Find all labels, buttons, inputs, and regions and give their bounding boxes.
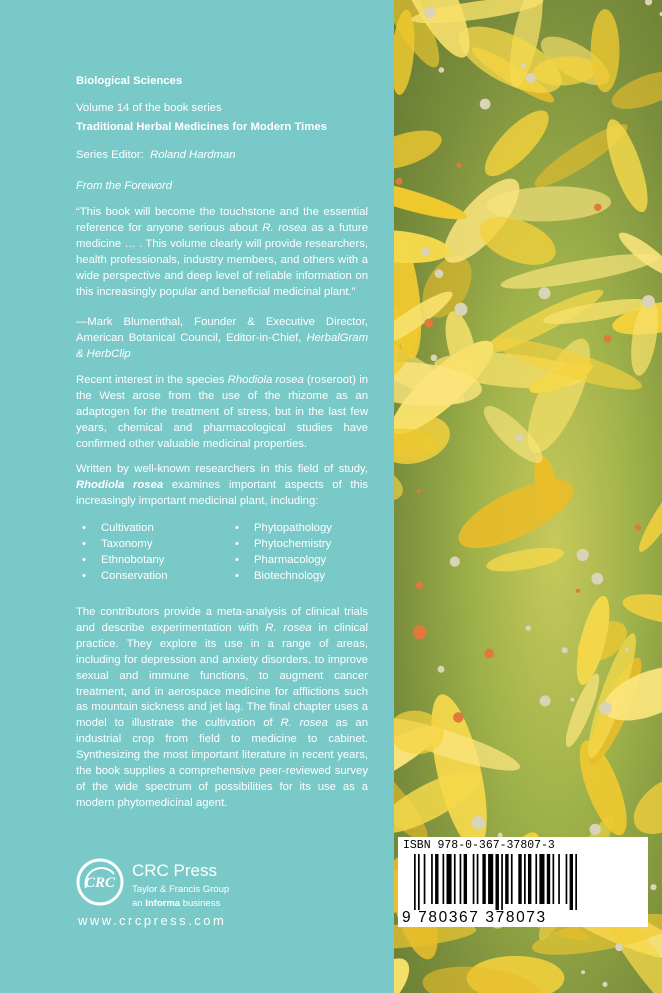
barcode-bar (447, 854, 452, 904)
species-name: R. rosea (265, 621, 312, 634)
ean-right-group: 378073 (485, 909, 547, 926)
paragraph-text: Recent interest in the species (76, 374, 228, 386)
stamen-dot (642, 295, 655, 308)
isbn-barcode-box (398, 837, 648, 927)
stamen-dot (471, 816, 485, 830)
petal-shape (394, 226, 451, 267)
barcode-bar (528, 854, 531, 904)
species-name: Rhodiola rosea (227, 374, 304, 386)
stamen-dot (577, 549, 589, 561)
series-title: Traditional Herbal Medicines for Modern Times (76, 121, 327, 133)
stamen-dot (526, 626, 531, 631)
stamen-dot (562, 647, 568, 653)
topic-item: • Biotechnology (235, 568, 375, 584)
paragraph-text: as an industrial crop from field to medicine to cabinet. Synthesizing the most important literature in recent years, the book supplies a comprehensive peer-reviewed survey of the wide spectrum of possibilities for its use as a modern phytomedicinal agent. (76, 717, 368, 809)
stamen-dot (650, 884, 656, 890)
barcode-bar (431, 854, 433, 904)
barcode-bar (518, 854, 521, 904)
ean-digits (402, 909, 547, 927)
stamen-dot (484, 649, 494, 659)
barcode-bar (435, 854, 438, 904)
topic-item: • Ethnobotany (82, 552, 222, 568)
barcode-bar (488, 854, 493, 904)
stamen-dot (435, 269, 444, 278)
topic-item: • Phytopathology (235, 520, 375, 536)
ean-first-digit: 9 (402, 909, 413, 926)
barcode-bar (511, 854, 513, 904)
paragraph-text: The contributors provide a meta-analysis of clinical trials and describe experimentation with (76, 606, 368, 634)
volume-line: Volume 14 of the book series (76, 102, 222, 114)
stamen-dot (581, 970, 585, 974)
stamen-dot (480, 99, 491, 110)
stamen-dot (589, 824, 600, 835)
stamen-dot (602, 982, 607, 987)
petal-shape (623, 763, 662, 845)
topic-list-left (82, 520, 222, 584)
barcode-bar (477, 854, 479, 904)
stamen-dot (576, 589, 580, 593)
parent-text: an (132, 898, 146, 909)
barcode-bar (575, 854, 577, 910)
stamen-dot (591, 573, 603, 585)
barcode-bar (496, 854, 499, 910)
isbn-number: ISBN 978-0-367-37807-3 (403, 839, 555, 852)
barcode-bar (539, 854, 544, 904)
foreword-quote (76, 205, 368, 300)
stamen-dot (424, 7, 435, 18)
paragraph-text: in clinical practice. They explore its use in a range of areas, including for depression and anxiety disorders, to improve sexual and immune functions, to augment cancer treatment, and in aerospace medicine for afflictions such as mountain sickness and jet lag. The final chapter uses a model to illustrate the cultivation of (76, 621, 368, 730)
description-paragraph-1 (76, 373, 368, 453)
stamen-dot (431, 355, 438, 362)
stamen-dot (450, 557, 460, 567)
series-editor-name: Roland Hardman (150, 149, 236, 161)
petal-shape (633, 467, 662, 556)
paragraph-text: (roseroot) in the West arose from the use of the rhizome as an adaptogen for the treatment of stress, but in the last few years, chemical and pharmacological studies have confirmed other valuable medicinal properties. (76, 374, 368, 450)
stamen-dot (395, 178, 402, 185)
stamen-dot (599, 702, 612, 715)
stamen-dot (453, 712, 463, 722)
stamen-dot (645, 0, 652, 5)
description-paragraph-3 (76, 605, 368, 812)
petal-shape (620, 589, 662, 631)
paragraph-text: examines important aspects of this increasingly important medicinal plant, including: (76, 478, 368, 507)
petal-shape (614, 227, 662, 282)
stamen-dot (424, 319, 433, 328)
paragraph-text: Written by well-known researchers in this field of study, (76, 463, 368, 475)
stamen-dot (604, 335, 612, 343)
stamen-dot (422, 247, 431, 256)
category-label: Biological Sciences (76, 75, 183, 87)
barcode-bar (464, 854, 467, 904)
stamen-dot (417, 489, 421, 493)
attribution-publications: HerbalGram & HerbClip (76, 331, 368, 360)
crc-press-logo-icon (76, 858, 124, 906)
stamen-dot (438, 666, 445, 673)
barcode-bar (547, 854, 550, 904)
barcode-bar (501, 854, 503, 910)
stamen-dot (625, 648, 629, 652)
ean-left-group: 780367 (418, 909, 480, 926)
petal-shape (485, 543, 566, 576)
species-name: R. rosea (280, 717, 328, 730)
stamen-dot (615, 943, 623, 951)
stamen-dot (439, 67, 445, 73)
topic-list-right (235, 520, 375, 584)
barcode-image (404, 854, 642, 910)
foreword-heading: From the Foreword (76, 180, 173, 192)
barcode-bar (505, 854, 508, 904)
quote-attribution (76, 315, 368, 363)
petal-shape (394, 460, 408, 508)
barcode-bar (570, 854, 573, 910)
stamen-dot (516, 434, 524, 442)
barcode-bar (460, 854, 462, 904)
barcode-bar (566, 854, 568, 904)
stamen-dot (570, 698, 574, 702)
quote-species: R. rosea (262, 221, 307, 234)
topic-item: • Phytochemistry (235, 536, 375, 552)
topic-item: • Conservation (82, 568, 222, 584)
book-title: Rhodiola rosea (76, 478, 164, 491)
stamen-dot (456, 163, 461, 168)
barcode-bar (558, 854, 560, 904)
stamen-dot (594, 204, 601, 211)
publisher-url[interactable]: www.crcpress.com (78, 913, 227, 928)
barcode-bar (414, 854, 416, 910)
quote-text: “This book will become the touchstone and the essential reference for anyone serious about (76, 206, 368, 234)
series-editor (76, 148, 368, 164)
barcode-bar (524, 854, 526, 904)
publisher-group: Taylor & Francis Group (132, 884, 230, 895)
parent-text: business (180, 898, 221, 909)
barcode-bar (424, 854, 426, 904)
stamen-dot (454, 303, 467, 316)
petal-shape (394, 949, 419, 993)
petal-shape (591, 9, 620, 92)
stamen-dot (635, 524, 641, 530)
barcode-bar (535, 854, 537, 904)
publisher-name: CRC Press (132, 861, 218, 880)
barcode-bar (553, 854, 555, 904)
attribution-text: —Mark Blumenthal, Founder & Executive Director, American Botanical Council, Editor-in-Chief, (76, 316, 368, 344)
stamen-dot (413, 626, 427, 640)
barcode-bar (454, 854, 456, 904)
quote-text: as a future medicine … . This volume clearly will provide researchers, health professionals, industry members, and others with a wide perspective and deep level of reliable information on this increasingly popular and beneficial medicinal plant.” (76, 221, 368, 298)
topic-item: • Pharmacology (235, 552, 375, 568)
parent-name: Informa (145, 898, 181, 909)
topic-item: • Taxonomy (82, 536, 222, 552)
barcode-bar (473, 854, 475, 904)
barcode-bar (443, 854, 445, 904)
stamen-dot (539, 287, 551, 299)
petal-shape (394, 171, 470, 227)
logo-text: CRC (84, 875, 116, 891)
petal-shape (394, 123, 446, 178)
topic-item: • Cultivation (82, 520, 222, 536)
barcode-bar (418, 854, 420, 910)
stamen-dot (526, 73, 536, 83)
stamen-dot (521, 63, 526, 68)
barcode-bar (482, 854, 485, 904)
description-paragraph-2 (76, 462, 368, 510)
publisher-parent (132, 898, 220, 909)
petal-shape (450, 466, 583, 561)
series-editor-label: Series Editor: (76, 149, 144, 161)
stamen-dot (540, 695, 551, 706)
stamen-dot (416, 582, 423, 589)
